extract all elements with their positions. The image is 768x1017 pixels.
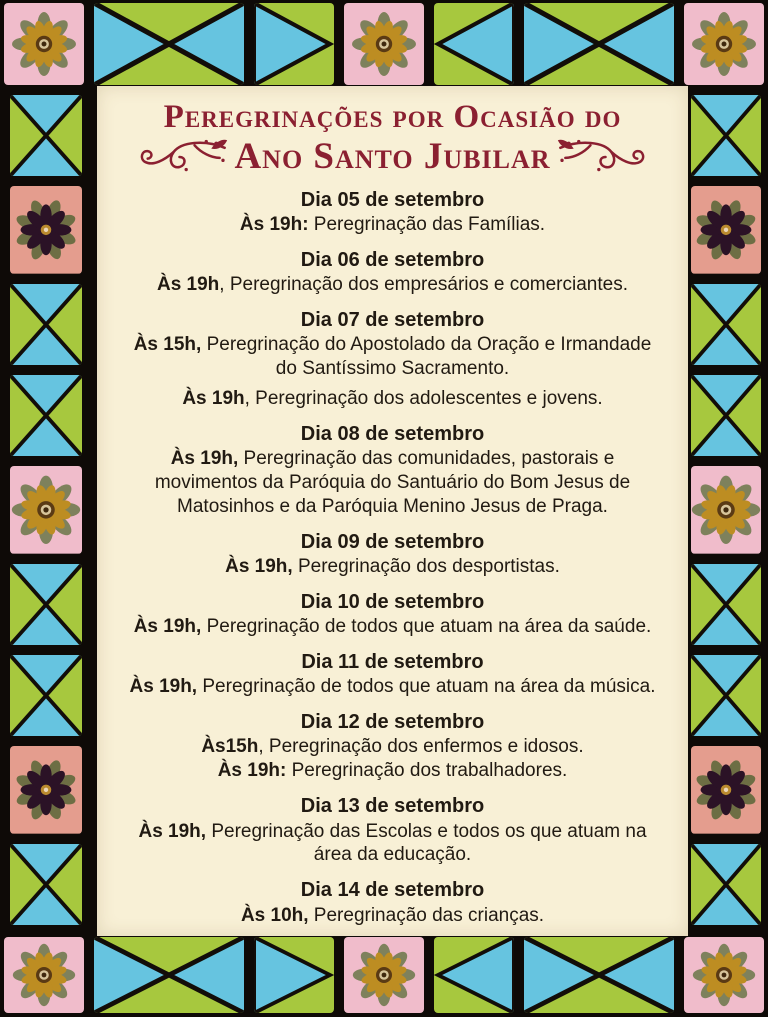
schedule-entry [123,273,662,297]
glass-tile-x-rect [524,3,674,85]
glass-tile-flower-pink [344,3,424,85]
glass-tile-flower-pink [4,3,84,85]
entry-time: Às 19h, [225,556,293,578]
schedule-day [123,248,662,297]
entry-description: Peregrinação dos trabalhadores. [286,760,568,782]
poster-title-line1: Peregrinações por Ocasião do [163,99,622,135]
schedule-entry [123,675,662,699]
border-left [10,95,82,925]
glass-tile-x-square [10,375,82,456]
glass-tile-flower-salmon [10,746,82,834]
entry-time: Às 19h: [217,760,287,782]
glass-tile-flower-pink [344,937,424,1013]
glass-tile-x-square [10,95,82,176]
entry-description: Peregrinação das comunidades, pastorais e movimentos da Paróquia do Santuário do Bom Jesus de Matosinhos e da Paróquia Menino Jesus de Praga. [154,448,631,517]
day-heading: Dia 11 de setembro [301,651,484,674]
glass-tile-flower-salmon [691,746,761,834]
border-top [4,3,764,85]
entry-description: Peregrinação de todos que atuam na área da música. [197,676,656,698]
schedule-day [123,878,662,927]
day-heading: Dia 12 de setembro [300,711,485,734]
schedule-day [123,188,662,237]
entry-description: Peregrinação de todos que atuam na área da saúde. [201,616,652,638]
entry-time: Às 19h: [239,213,309,235]
schedule-entry [123,387,662,411]
schedule-day [123,422,662,519]
day-heading: Dia 09 de setembro [300,530,485,553]
schedule-day [123,710,662,783]
glass-tile-x-square [691,284,761,365]
glass-tile-x-square [691,375,761,456]
day-heading: Dia 08 de setembro [300,422,485,445]
day-heading: Dia 05 de setembro [300,188,485,211]
glass-tile-tri-right [254,3,334,85]
entry-time: Às 19h, [170,448,239,470]
border-right [691,95,761,925]
entry-time: Às 15h, [133,334,202,356]
glass-tile-flower-pink [684,3,764,85]
glass-tile-x-square [10,284,82,365]
glass-tile-tri-left [434,3,514,85]
entry-time: Às 19h [182,387,245,409]
schedule-entry [123,555,662,579]
glass-tile-tri-left [434,937,514,1013]
entry-time: Às15h [201,736,259,758]
schedule-entry [123,213,662,237]
glass-tile-flower-pink [4,937,84,1013]
flourish-ornament-right-icon [557,137,649,177]
entry-description: Peregrinação do Apostolado da Oração e Irmandade do Santíssimo Sacramento. [201,334,652,380]
glass-tile-x-square [10,655,82,736]
schedule-entry [123,759,662,783]
schedule-entry [123,735,662,759]
entry-description: , Peregrinação dos adolescentes e jovens. [244,387,603,409]
day-heading: Dia 13 de setembro [300,795,485,818]
day-heading: Dia 07 de setembro [300,308,485,331]
day-heading: Dia 06 de setembro [300,248,485,271]
glass-tile-x-square [10,844,82,925]
entry-description: Peregrinação das Famílias. [308,213,546,235]
glass-tile-flower-pink [684,937,764,1013]
schedule-list [123,188,662,928]
day-heading: Dia 10 de setembro [300,591,485,614]
entry-description: , Peregrinação dos empresários e comerciantes. [219,273,628,295]
entry-time: Às 19h, [129,676,198,698]
glass-tile-x-square [691,564,761,645]
glass-tile-flower-pink [691,466,761,554]
schedule-day [123,308,662,411]
glass-tile-x-square [691,95,761,176]
day-heading: Dia 14 de setembro [300,879,485,902]
glass-tile-flower-salmon [10,186,82,274]
entry-time: Às 19h, [133,616,202,638]
poster-title-row [123,137,662,177]
glass-tile-x-rect [524,937,674,1013]
glass-tile-x-rect [94,3,244,85]
entry-description: Peregrinação dos desportistas. [292,556,560,578]
schedule-day [123,530,662,579]
schedule-entry [123,904,662,928]
schedule-entry [123,820,662,868]
glass-tile-x-square [691,655,761,736]
glass-tile-flower-pink [10,466,82,554]
glass-tile-x-square [691,844,761,925]
schedule-day [123,650,662,699]
entry-time: Às 19h [156,273,220,295]
glass-tile-flower-salmon [691,186,761,274]
schedule-day [123,794,662,867]
schedule-entry [123,615,662,639]
schedule-entry [123,333,662,381]
flourish-ornament-left-icon [136,137,228,177]
poster-title-line2: Ano Santo Jubilar [234,136,551,178]
entry-description: , Peregrinação dos enfermos e idosos. [258,736,584,758]
schedule-entry [123,447,662,519]
border-bottom [4,937,764,1013]
glass-tile-tri-right [254,937,334,1013]
entry-time: Às 19h, [138,820,207,842]
poster-panel [97,86,688,936]
entry-description: Peregrinação das Escolas e todos os que atuam na área da educação. [206,820,647,866]
glass-tile-x-rect [94,937,244,1013]
entry-description: Peregrinação das crianças. [308,904,545,926]
schedule-day [123,590,662,639]
entry-time: Às 10h, [240,904,309,926]
glass-tile-x-square [10,564,82,645]
